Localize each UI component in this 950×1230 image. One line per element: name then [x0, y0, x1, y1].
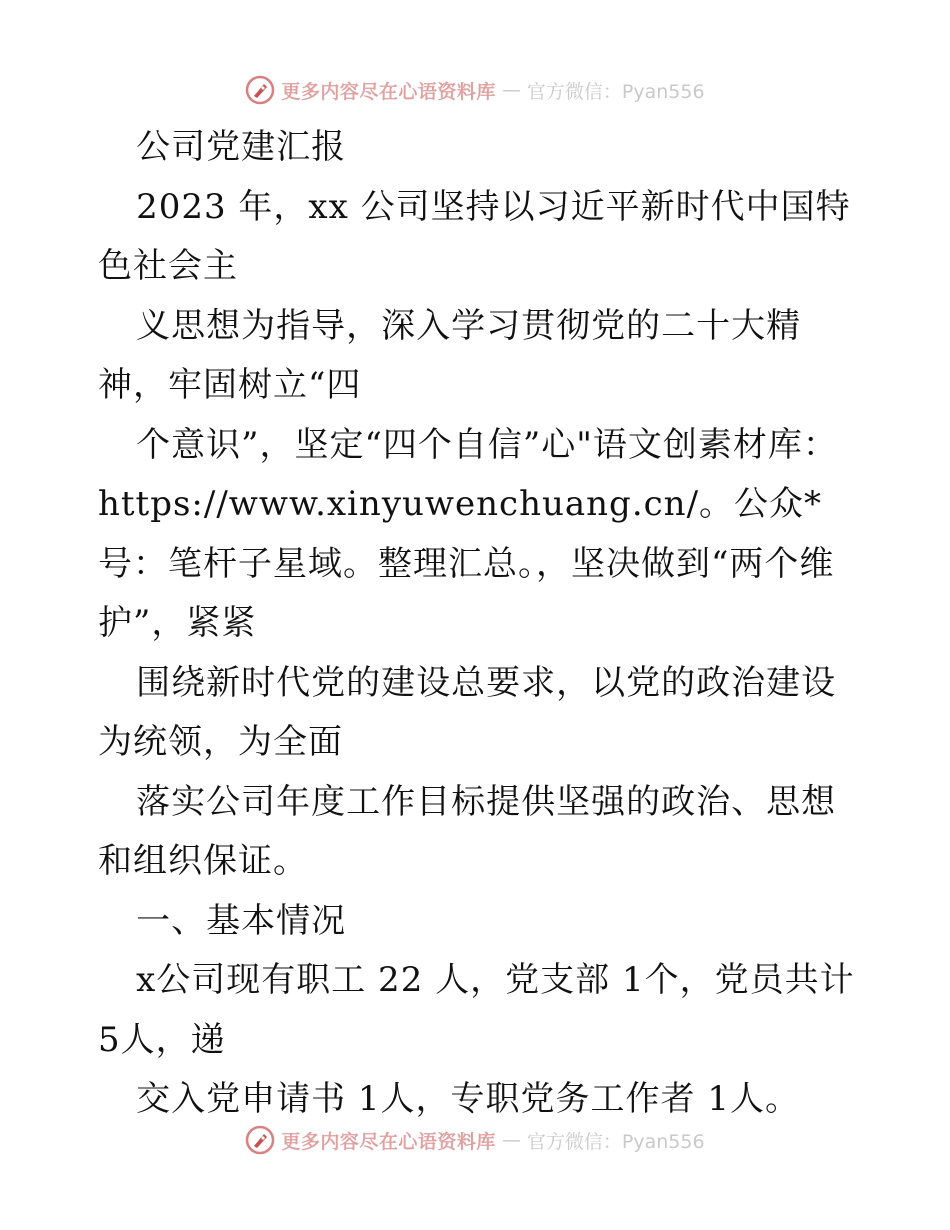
- pen-nib-logo-icon: [245, 75, 275, 105]
- watermark-separator: —: [501, 1129, 521, 1151]
- paragraph-5: 落实公司年度工作目标提供坚强的政治、思想和组织保证。: [98, 781, 837, 881]
- watermark-contact: 官方微信：Pyan556: [526, 80, 705, 103]
- paragraph-2: 义思想为指导，深入学习贯彻党的二十大精神，牢固树立“四: [98, 305, 802, 405]
- watermark-text: 更多内容尽在心语资料库: [281, 1130, 496, 1153]
- paragraph-4: 围绕新时代党的建设总要求，以党的政治建设为统领，为全面: [98, 662, 837, 762]
- paragraph-6: x公司现有职工 22 人，党支部 1个，党员共计5人，递: [98, 960, 855, 1060]
- document-title: 公司党建汇报: [136, 127, 347, 167]
- section-heading: 一、基本情况: [136, 900, 347, 941]
- paragraph-7: 交入党申请书 1人，专职党务工作者 1人。: [136, 1079, 800, 1119]
- pen-nib-logo-icon: [245, 1125, 275, 1155]
- document-body: [98, 118, 858, 1130]
- watermark-contact: 官方微信：Pyan556: [526, 1130, 705, 1153]
- watermark-footer: [0, 1122, 950, 1158]
- paragraph-3: 个意识”，坚定“四个自信”心"语文创素材库：https://www.xinyuwenchuang.cn/。公众*号：笔杆子星域。整理汇总。，坚决做到“两个维护”，紧紧: [98, 424, 838, 643]
- paragraph-1: 2023 年，xx 公司坚持以习近平新时代中国特色社会主: [98, 186, 851, 286]
- watermark-text: 更多内容尽在心语资料库: [281, 80, 496, 103]
- watermark-header: [0, 72, 950, 108]
- watermark-separator: —: [501, 79, 521, 101]
